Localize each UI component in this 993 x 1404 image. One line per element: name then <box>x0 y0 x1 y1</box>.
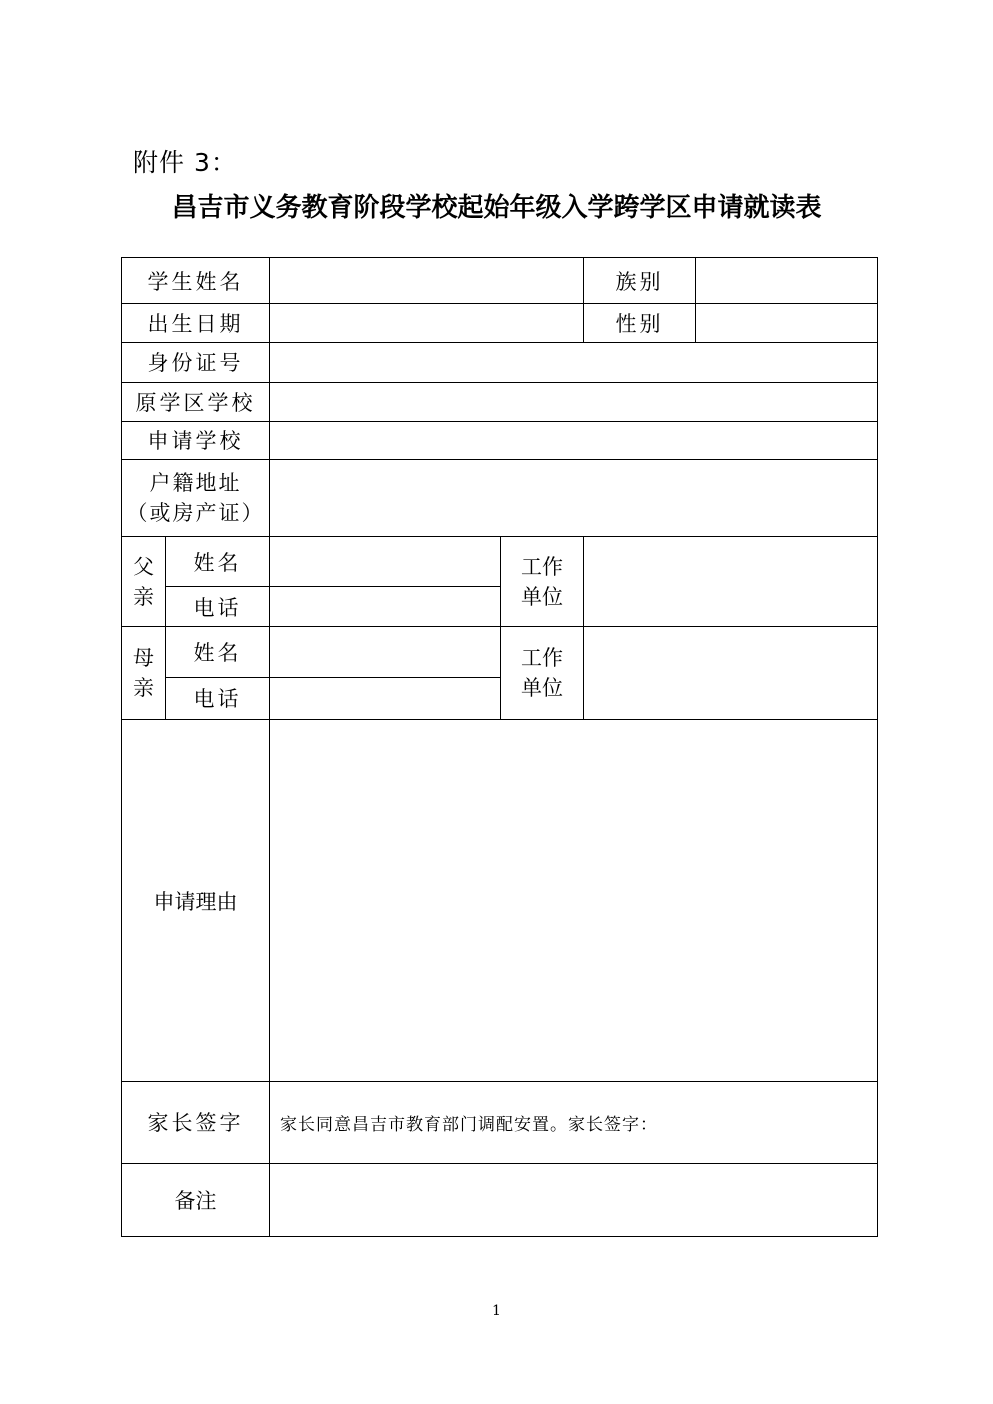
id-number-label: 身份证号 <box>122 343 270 382</box>
mother-work-label: 工作单位 <box>501 627 584 719</box>
reason-label: 申请理由 <box>122 719 270 1081</box>
address-field[interactable] <box>270 459 878 536</box>
birth-date-field[interactable] <box>270 304 584 343</box>
signature-label: 家长签字 <box>122 1082 270 1163</box>
mother-name-label: 姓名 <box>166 627 270 677</box>
row-mother-name <box>122 627 878 677</box>
signature-consent-text[interactable]: 家长同意昌吉市教育部门调配安置。家长签字： <box>270 1082 878 1163</box>
father-work-field[interactable] <box>584 537 878 627</box>
mother-group-label: 母亲 <box>122 627 166 719</box>
father-group-label: 父亲 <box>122 537 166 627</box>
row-remarks <box>122 1163 878 1236</box>
gender-label: 性别 <box>584 304 696 343</box>
mother-work-field[interactable] <box>584 627 878 719</box>
address-label <box>122 459 270 536</box>
row-id-number <box>122 343 878 382</box>
id-number-field[interactable] <box>270 343 878 382</box>
row-signature <box>122 1082 878 1163</box>
mother-phone-field[interactable] <box>270 677 501 719</box>
original-school-label: 原学区学校 <box>122 382 270 421</box>
student-name-field[interactable] <box>270 258 584 304</box>
reason-field[interactable] <box>270 719 878 1081</box>
application-form-table <box>121 257 878 1237</box>
father-phone-field[interactable] <box>270 587 501 627</box>
row-original-school <box>122 382 878 421</box>
ethnicity-label: 族别 <box>584 258 696 304</box>
original-school-field[interactable] <box>270 382 878 421</box>
father-name-label: 姓名 <box>166 537 270 587</box>
mother-name-field[interactable] <box>270 627 501 677</box>
applied-school-label: 申请学校 <box>122 421 270 459</box>
row-applied-school <box>122 421 878 459</box>
gender-field[interactable] <box>696 304 878 343</box>
remarks-field[interactable] <box>270 1163 878 1236</box>
mother-phone-label: 电话 <box>166 677 270 719</box>
address-label-line1: 户籍地址 <box>149 470 242 495</box>
row-address <box>122 459 878 536</box>
father-work-label: 工作单位 <box>501 537 584 627</box>
remarks-label: 备注 <box>122 1163 270 1236</box>
address-label-line2: （或房产证） <box>126 500 265 525</box>
row-father-name <box>122 537 878 587</box>
ethnicity-field[interactable] <box>696 258 878 304</box>
document-title: 昌吉市义务教育阶段学校起始年级入学跨学区申请就读表 <box>171 193 822 223</box>
applied-school-field[interactable] <box>270 421 878 459</box>
row-birth-date <box>122 304 878 343</box>
row-reason <box>122 719 878 1081</box>
student-name-label: 学生姓名 <box>122 258 270 304</box>
father-name-field[interactable] <box>270 537 501 587</box>
father-phone-label: 电话 <box>166 587 270 627</box>
attachment-label: 附件 3： <box>133 148 237 177</box>
birth-date-label: 出生日期 <box>122 304 270 343</box>
row-student-name <box>122 258 878 304</box>
page-number: 1 <box>492 1303 501 1319</box>
